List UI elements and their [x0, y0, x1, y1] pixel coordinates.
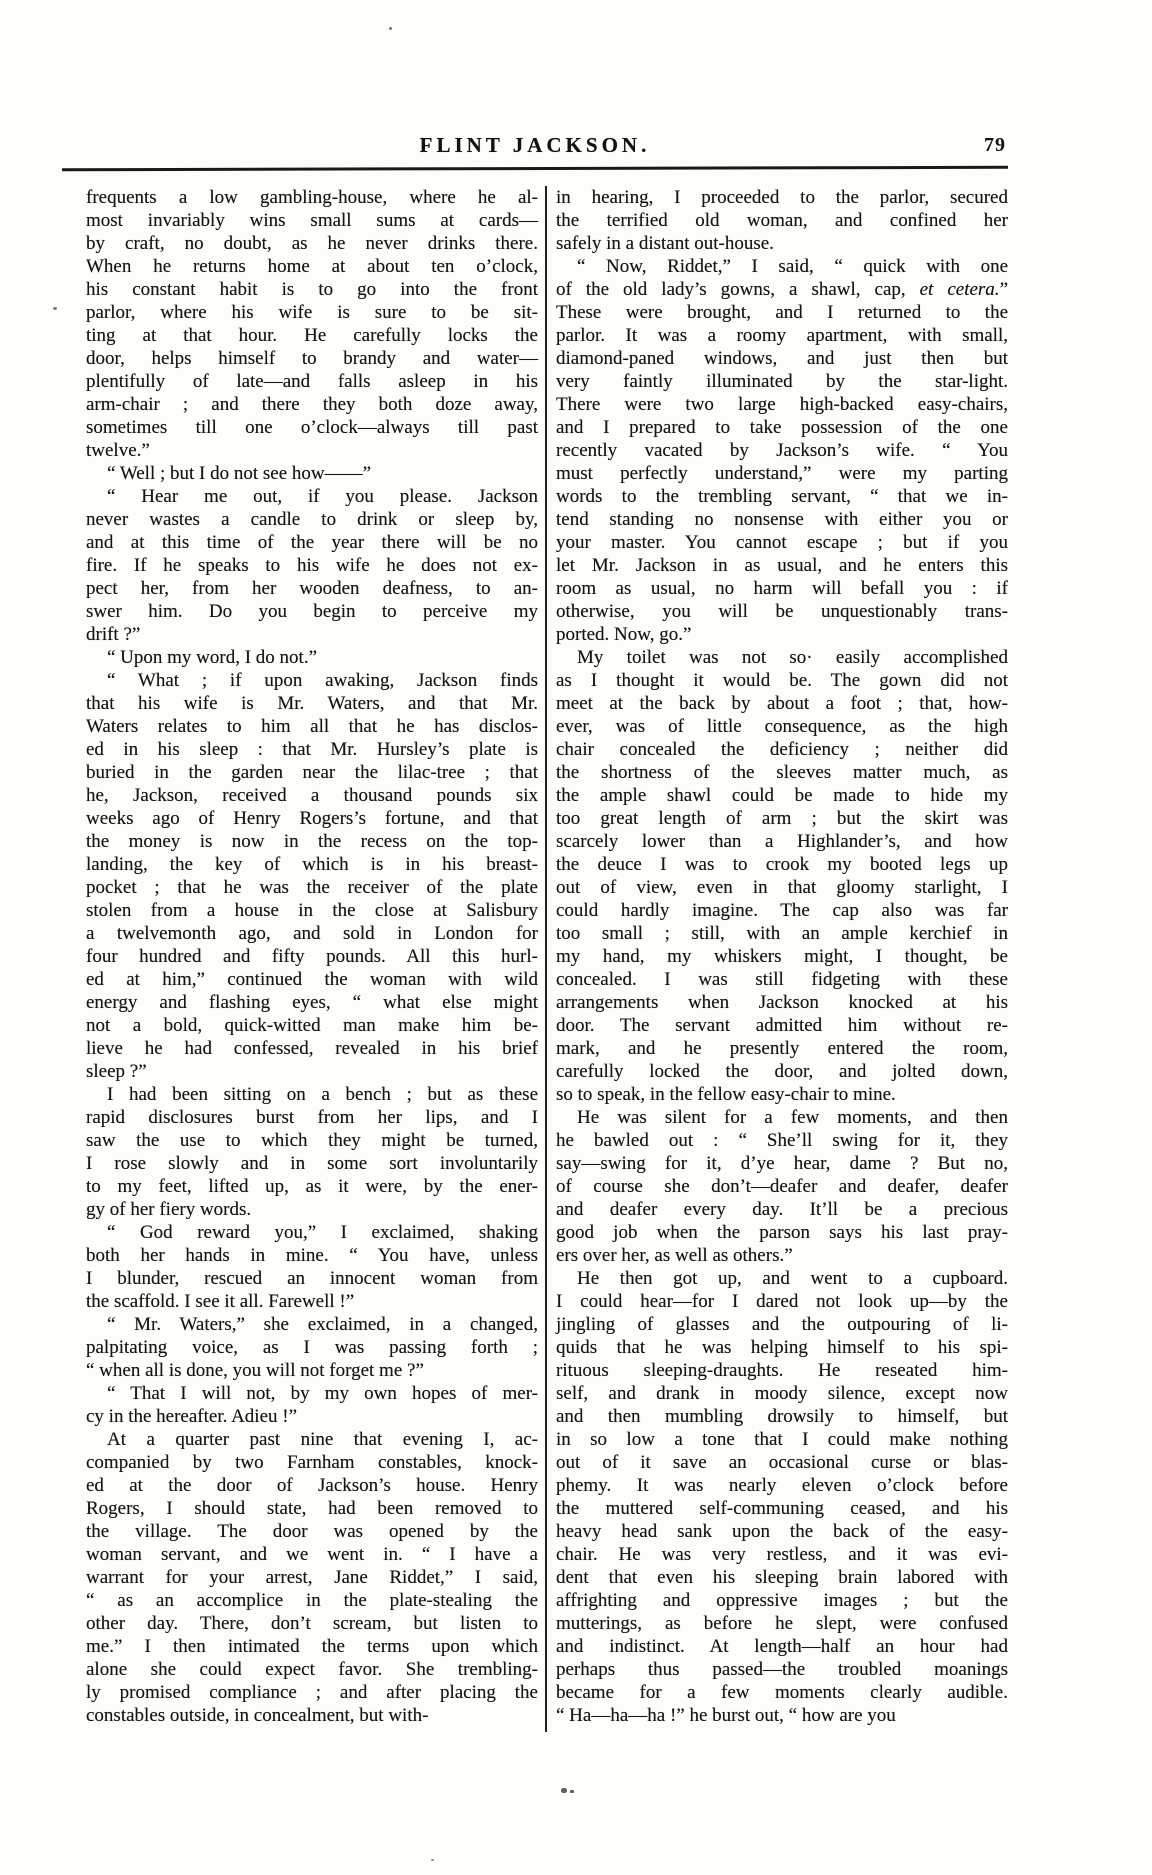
text-line: sleep ?” — [86, 1061, 147, 1082]
text-line: the shortness of the sleeves matter much, as — [556, 762, 1008, 783]
text-line: out of it save an occasional curse or blas- — [556, 1452, 1008, 1473]
text-line: not a bold, quick-witted man make him be- — [86, 1015, 538, 1036]
column-divider — [545, 186, 547, 1732]
text-line: and indistinct. At length—half an hour had — [556, 1636, 1008, 1657]
text-line: phemy. It was nearly eleven o’clock before — [556, 1475, 1008, 1496]
text-line: his constant habit is to go into the front — [86, 279, 538, 300]
text-line: dent that even his sleeping brain labored with — [556, 1567, 1008, 1588]
text-line: and deafer every day. It’ll be a precious — [556, 1199, 1008, 1220]
text-line: plentifully of late—and falls asleep in his — [86, 371, 538, 392]
text-line: Rogers, I should state, had been removed to — [86, 1498, 538, 1519]
text-line: “ God reward you,” I exclaimed, shaking — [107, 1222, 538, 1243]
text-line: both her hands in mine. “ You have, unless — [86, 1245, 538, 1266]
text-line: the money is now in the recess on the top- — [86, 831, 538, 852]
paragraph — [86, 1382, 538, 1428]
paragraph — [556, 646, 1008, 1106]
text-line: ed at the door of Jackson’s house. Henry — [86, 1475, 538, 1496]
text-line: When he returns home at about ten o’clock, — [86, 256, 538, 277]
text-line: heavy head sank upon the back of the easy- — [556, 1521, 1008, 1542]
text-line: “ Well ; but I do not see how——” — [107, 463, 372, 484]
text-line: concealed. I was still fidgeting with these — [556, 969, 1008, 990]
text-line: of the old lady’s gowns, a shawl, cap, et cetera.” — [556, 279, 1008, 300]
text-line: weeks ago of Henry Rogers’s fortune, and that — [86, 808, 538, 829]
text-line: arm-chair ; and there they both doze away, — [86, 394, 538, 415]
page-number: 79 — [984, 134, 1006, 156]
text-line: safely in a distant out-house. — [556, 233, 774, 254]
text-line: room as usual, no harm will befall you : if — [556, 578, 1008, 599]
paragraph — [556, 186, 1008, 255]
text-line: too great length of arm ; but the skirt was — [556, 808, 1008, 829]
text-line: he, Jackson, received a thousand pounds six — [86, 785, 538, 806]
text-line: drift ?” — [86, 624, 141, 645]
text-line: pocket ; that he was the receiver of the plate — [86, 877, 538, 898]
text-line: “ as an accomplice in the plate-stealing the — [86, 1590, 538, 1611]
text-line: a twelvemonth ago, and sold in London for — [86, 923, 538, 944]
text-line: energy and flashing eyes, “ what else might — [86, 992, 538, 1013]
text-line: saw the use to which they might be turned, — [86, 1130, 538, 1151]
text-line: tend standing no nonsense with either you or — [556, 509, 1008, 530]
text-line: never wastes a candle to drink or sleep by, — [86, 509, 538, 530]
text-line: parlor, where his wife is sure to be sit- — [86, 302, 538, 323]
text-line: ly promised compliance ; and after placing the — [86, 1682, 538, 1703]
text-line: pect her, from her wooden deafness, to an- — [86, 578, 538, 599]
text-line: affrighting and oppressive images ; but the — [556, 1590, 1008, 1611]
text-line: in so low a tone that I could make nothing — [556, 1429, 1008, 1450]
text-columns — [86, 186, 1008, 1732]
text-line: he bawled out : “ She’ll swing for it, they — [556, 1130, 1008, 1151]
text-line: could hardly imagine. The cap also was far — [556, 900, 1008, 921]
text-line: in hearing, I proceeded to the parlor, secured — [556, 187, 1008, 208]
text-line: of course she don’t—deafer and deafer, deafer — [556, 1176, 1008, 1197]
text-line: your master. You cannot escape ; but if you — [556, 532, 1008, 553]
text-line: say—swing for it, d’ye hear, dame ? But no, — [556, 1153, 1008, 1174]
text-line: very faintly illuminated by the star-light. — [556, 371, 1008, 392]
paragraph — [86, 669, 538, 1083]
text-line: that his wife is Mr. Waters, and that Mr. — [86, 693, 538, 714]
text-line: “ Hear me out, if you please. Jackson — [107, 486, 538, 507]
text-line: too small ; still, with an ample kerchief in — [556, 923, 1008, 944]
text-line: “ when all is done, you will not forget me ?” — [86, 1360, 424, 1381]
text-line: cy in the hereafter. Adieu !” — [86, 1406, 298, 1427]
paragraph — [86, 1313, 538, 1382]
running-head — [62, 133, 1008, 163]
text-line: He was silent for a few moments, and then — [577, 1107, 1008, 1128]
text-line: twelve.” — [86, 440, 150, 461]
text-line: otherwise, you will be unquestionably trans- — [556, 601, 1008, 622]
text-line: frequents a low gambling-house, where he al- — [86, 187, 538, 208]
ink-speck — [53, 307, 57, 310]
text-line: most invariably wins small sums at cards— — [86, 210, 538, 231]
text-line: ed in his sleep : that Mr. Hursley’s plate is — [86, 739, 538, 760]
text-line: chair. He was very restless, and it was evi- — [556, 1544, 1008, 1565]
text-line: diamond-paned windows, and just then but — [556, 348, 1008, 369]
paragraph — [86, 1083, 538, 1221]
text-line: ported. Now, go.” — [556, 624, 692, 645]
text-line: “ What ; if upon awaking, Jackson finds — [107, 670, 538, 691]
ink-speck — [389, 27, 392, 30]
text-line: These were brought, and I returned to the — [556, 302, 1008, 323]
text-line: companied by two Farnham constables, knock- — [86, 1452, 538, 1473]
text-line: and then mumbling drowsily to himself, but — [556, 1406, 1008, 1427]
text-line: At a quarter past nine that evening I, ac- — [107, 1429, 538, 1450]
text-line: I could hear—for I dared not look up—by the — [556, 1291, 1008, 1312]
text-line: the deuce I was to crook my booted legs up — [556, 854, 1008, 875]
text-line: alone she could expect favor. She trembling- — [86, 1659, 538, 1680]
text-line: so to speak, in the fellow easy-chair to mine. — [556, 1084, 896, 1105]
text-line: jingling of glasses and the outpouring of li- — [556, 1314, 1008, 1335]
text-line: I rose slowly and in some sort involuntarily — [86, 1153, 538, 1174]
text-line: let Mr. Jackson in as usual, and he enters this — [556, 555, 1008, 576]
header-rule — [62, 166, 1008, 171]
text-line: I blunder, rescued an innocent woman from — [86, 1268, 538, 1289]
paragraph — [556, 1267, 1008, 1727]
text-line: mark, and he presently entered the room, — [556, 1038, 1008, 1059]
column-right — [556, 186, 1008, 1727]
text-line: swer him. Do you begin to perceive my — [86, 601, 538, 622]
text-line: self, and drank in moody silence, except now — [556, 1383, 1008, 1404]
text-line: Waters relates to him all that he has disclos- — [86, 716, 538, 737]
text-line: sometimes till one o’clock—always till past — [86, 417, 538, 438]
text-line: by craft, no doubt, as he never drinks there. — [86, 233, 538, 254]
text-line: me.” I then intimated the terms upon which — [86, 1636, 538, 1657]
text-line: scarcely lower than a Highlander’s, and how — [556, 831, 1008, 852]
text-line: out of view, even in that gloomy starlight, I — [556, 877, 1008, 898]
text-line: “ Ha—ha—ha !” he burst out, “ how are you — [556, 1705, 896, 1726]
paragraph — [86, 462, 538, 485]
text-line: I had been sitting on a bench ; but as these — [107, 1084, 538, 1105]
text-line: and I prepared to take possession of the one — [556, 417, 1008, 438]
text-line: lieve he had confessed, revealed in his brief — [86, 1038, 538, 1059]
text-line: and at this time of the year there will be no — [86, 532, 538, 553]
paragraph — [86, 646, 538, 669]
text-line: buried in the garden near the lilac-tree ; that — [86, 762, 538, 783]
text-line: landing, the key of which is in his breast- — [86, 854, 538, 875]
text-line: There were two large high-backed easy-chairs, — [556, 394, 1008, 415]
column-left — [86, 186, 538, 1727]
text-line: ed at him,” continued the woman with wild — [86, 969, 538, 990]
text-line: palpitating voice, as I was passing forth ; — [86, 1337, 538, 1358]
text-line: words to the trembling servant, “ that we in- — [556, 486, 1008, 507]
paragraph — [86, 1428, 538, 1727]
text-line: arrangements when Jackson knocked at his — [556, 992, 1008, 1013]
text-line: four hundred and fifty pounds. All this hurl- — [86, 946, 538, 967]
ink-smudge — [561, 1788, 567, 1793]
text-line: as I thought it would be. The gown did not — [556, 670, 1008, 691]
text-line: other day. There, don’t scream, but listen to — [86, 1613, 538, 1634]
text-line: gy of her fiery words. — [86, 1199, 252, 1220]
page-title: FLINT JACKSON. — [419, 133, 651, 157]
text-line: became for a few moments clearly audible. — [556, 1682, 1008, 1703]
text-line: “ Upon my word, I do not.” — [107, 647, 318, 668]
paragraph — [86, 1221, 538, 1313]
text-line: mutterings, as before he slept, were confused — [556, 1613, 1008, 1634]
text-line: to my feet, lifted up, as it were, by the ener- — [86, 1176, 538, 1197]
paragraph — [86, 186, 538, 462]
text-line: parlor. It was a roomy apartment, with small, — [556, 325, 1008, 346]
text-line: quids that he was helping himself to his spi- — [556, 1337, 1008, 1358]
text-line: my hand, my whiskers might, I thought, be — [556, 946, 1008, 967]
text-line: My toilet was not so· easily accomplished — [577, 647, 1008, 668]
text-line: door. The servant admitted him without re- — [556, 1015, 1008, 1036]
text-line: stolen from a house in the close at Salisbury — [86, 900, 538, 921]
text-line: warrant for your arrest, Jane Riddet,” I said, — [86, 1567, 538, 1588]
text-line: the terrified old woman, and confined her — [556, 210, 1008, 231]
paragraph — [556, 255, 1008, 646]
text-line: the scaffold. I see it all. Farewell !” — [86, 1291, 355, 1312]
text-line: must perfectly understand,” were my parting — [556, 463, 1008, 484]
text-line: perhaps thus passed—the troubled moanings — [556, 1659, 1008, 1680]
ink-speck — [431, 1859, 434, 1861]
text-line: woman servant, and we went in. “ I have a — [86, 1544, 538, 1565]
paragraph — [556, 1106, 1008, 1267]
text-line: “ That I will not, by my own hopes of mer- — [107, 1383, 538, 1404]
text-line: the ample shawl could be made to hide my — [556, 785, 1008, 806]
text-line: meet at the back by about a foot ; that, how- — [556, 693, 1008, 714]
text-line: the muttered self-communing ceased, and his — [556, 1498, 1008, 1519]
text-line: good job when the parson says his last pray- — [556, 1222, 1008, 1243]
text-line: ever, was of little consequence, as the high — [556, 716, 1008, 737]
text-line: the village. The door was opened by the — [86, 1521, 538, 1542]
text-line: door, helps himself to brandy and water— — [86, 348, 538, 369]
text-line: ting at that hour. He carefully locks the — [86, 325, 538, 346]
text-line: fire. If he speaks to his wife he does not ex- — [86, 555, 538, 576]
paragraph — [86, 485, 538, 646]
text-line: recently vacated by Jackson’s wife. “ You — [556, 440, 1008, 461]
text-line: rituous sleeping-draughts. He reseated him- — [556, 1360, 1008, 1381]
text-line: rapid disclosures burst from her lips, and I — [86, 1107, 538, 1128]
text-line: constables outside, in concealment, but with- — [86, 1705, 429, 1726]
text-line: ers over her, as well as others.” — [556, 1245, 793, 1266]
text-line: carefully locked the door, and jolted down, — [556, 1061, 1008, 1082]
text-line: “ Now, Riddet,” I said, “ quick with one — [577, 256, 1008, 277]
text-line: “ Mr. Waters,” she exclaimed, in a changed, — [107, 1314, 538, 1335]
text-line: He then got up, and went to a cupboard. — [577, 1268, 1008, 1289]
text-line: chair concealed the deficiency ; neither did — [556, 739, 1008, 760]
